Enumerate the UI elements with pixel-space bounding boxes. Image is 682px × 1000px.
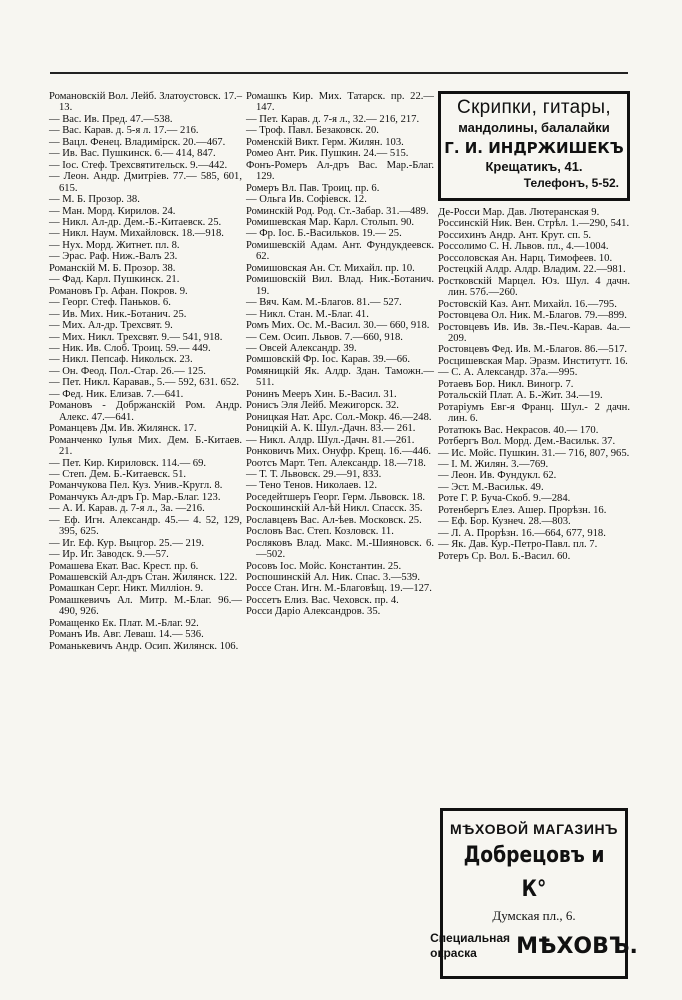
directory-entry: Ротеръ Ср. Вол. Б.-Васил. 60. xyxy=(438,550,571,562)
ad-furs-address: Думская пл., 6. xyxy=(492,908,576,923)
directory-entry: Фонъ-Ромеръ Ал-дръ Вас. Мар.-Благ. 129. xyxy=(246,159,434,183)
ad-furs-special-text xyxy=(430,931,510,961)
directory-entry: — Ман. Морд. Кирилов. 24. xyxy=(49,205,176,217)
directory-entry: Россетъ Елиз. Вас. Чеховск. пр. 4. xyxy=(246,594,399,606)
directory-entry: Ротбергъ Вол. Морд. Дем.-Васильк. 37. xyxy=(438,436,616,448)
directory-entry: Ромишовскій Вил. Влад. Ник.-Ботанич. 19. xyxy=(246,274,434,297)
column-1 xyxy=(49,91,242,652)
directory-entry: — Вас. Ив. Пред. 47.—538. xyxy=(49,113,173,125)
directory-entry: Ромашкан Серг. Никт. Милліон. 9. xyxy=(49,583,204,595)
directory-entry: Ромшовскій Фр. Іос. Карав. 39.—66. xyxy=(246,354,410,366)
ad-instruments-address: Крещатикъ, 41. xyxy=(485,159,583,174)
directory-entry: — Ольга Ив. Софіевск. 12. xyxy=(246,194,367,206)
ad-instruments xyxy=(438,91,630,201)
directory-entry: — Еф. Игн. Александр. 45.— 4. 52, 129, 395, 625. xyxy=(49,514,242,538)
directory-entry: Ростовцевъ Ив. Ив. Зв.-Печ.-Карав. 4а.—209. xyxy=(438,321,630,344)
directory-entry: Романькевичъ Андр. Осип. Жилянск. 106. xyxy=(49,640,239,652)
column-3-entries xyxy=(438,207,630,562)
directory-entry: — Пет. Никл. Каравав., 5.— 592, 631. 652. xyxy=(49,377,240,389)
directory-entry: — Леон. Андр. Дмитріев. 77.— 585, 601, 615. xyxy=(49,171,242,194)
directory-entry: Романскій М. Б. Прозор. 38. xyxy=(49,262,176,274)
directory-entry: — Мих. Никл. Трехсвят. 9.— 541, 918. xyxy=(49,331,223,343)
directory-entry: — Пет. Кир. Кириловск. 114.— 69. xyxy=(49,457,207,469)
directory-entry: — Иг. Еф. Кур. Выцгор. 25.— 219. xyxy=(49,537,204,549)
directory-entry: Ронисъ Эля Лейб. Межигорск. 32. xyxy=(246,400,399,412)
directory-entry: — Нух. Морд. Житнет. пл. 8. xyxy=(49,239,180,251)
directory-entry: — Никл. Пепсаф. Никольск. 23. xyxy=(49,354,193,366)
directory-entry: Роотсъ Март. Теп. Александр. 18.—718. xyxy=(246,457,426,469)
ad-furs-special-line2: окраска xyxy=(430,946,477,960)
directory-entry: Ромео Ант. Рик. Пушкин. 24.— 515. xyxy=(246,148,409,160)
directory-entry: Ромащенко Ек. Плат. М.-Благ. 92. xyxy=(49,617,199,629)
directory-entry: — Л. А. Прорѣзн. 16.—664, 677, 918. xyxy=(438,527,606,539)
directory-entry: — Никл. Стан. М.-Благ. 41. xyxy=(246,308,369,320)
directory-entry: Роспошинскій Ал. Ник. Спас. 3.—539. xyxy=(246,572,420,584)
directory-entry: Ромяницкій Як. Алдр. Здан. Таможн.—511. xyxy=(246,365,434,389)
directory-entry: Ростовскій Каз. Ант. Михайл. 16.—795. xyxy=(438,298,617,310)
directory-entry: — Еф. Бор. Кузнеч. 28.—803. xyxy=(438,516,571,528)
directory-entry: Росцишевская Мар. Эразм. Институтт. 16. xyxy=(438,355,628,367)
directory-entry: — Іос. Стеф. Трехсвятительск. 9.—442. xyxy=(49,159,228,171)
directory-entry: Ротальскій Плат. А. Б.-Жит. 34.—19. xyxy=(438,390,603,402)
directory-entry: — Вас. Карав. д. 5-я л. 17.— 216. xyxy=(49,125,199,137)
ad-furs xyxy=(430,808,638,979)
directory-entry: Россихинъ Андр. Ант. Крут. сп. 5. xyxy=(438,229,592,241)
directory-entry: — Никл. Ал-др. Дем.-Б.-Китаевск. 25. xyxy=(49,216,222,228)
directory-entry: — І. М. Жилян. 3.—769. xyxy=(438,458,549,470)
directory-entry: — Ир. Иг. Заводск. 9.—57. xyxy=(49,549,169,561)
ad-instruments-merchant: Г. И. ИНДРЖИШЕКЪ xyxy=(444,139,624,157)
directory-entry: Россинскій Ник. Вен. Стрѣл. 1.—290, 541. xyxy=(438,218,630,230)
column-3 xyxy=(438,91,630,562)
directory-entry: — Ник. Ив. Слоб. Троиц. 59.— 449. xyxy=(49,342,211,354)
directory-entry: — С. А. Александр. 37а.—995. xyxy=(438,367,578,379)
directory-entry: Романчукова Пел. Куз. Унив.-Кругл. 8. xyxy=(49,480,223,492)
directory-entry: Ростовцевъ Фед. Ив. М.-Благов. 86.—517. xyxy=(438,344,628,356)
directory-entry: Ротаріумъ Евг-я Франц. Шул.- 2 дачн. лин. 6. xyxy=(438,401,630,425)
directory-entry: Ростовцева Ол. Ник. М.-Благов. 79.—899. xyxy=(438,310,627,322)
directory-entry: Россе Стан. Игн. М.-Благовѣщ. 19.—127. xyxy=(246,583,432,595)
directory-entry: Романовскій Вол. Лейб. Златоустовск. 17.–13. xyxy=(49,91,242,114)
directory-entry: — Т. Т. Львовск. 29.—91, 833. xyxy=(246,468,382,480)
directory-entry: Романчукъ Ал-дръ Гр. Мар.-Благ. 123. xyxy=(49,491,221,503)
directory-entry: Роницкая Нат. Арс. Сол.-Мокр. 46.—248. xyxy=(246,411,432,423)
top-rule xyxy=(50,72,628,74)
directory-entry: Роте Г. Р. Буча-Скоб. 9.—284. xyxy=(438,493,571,505)
directory-entry: — Фад. Карл. Пушкинск. 21. xyxy=(49,274,180,286)
directory-entry: Росляковъ Влад. Макс. М.-Шияновск. 6.—502. xyxy=(246,537,434,561)
directory-entry: Романовъ Гр. Афан. Покров. 9. xyxy=(49,285,188,297)
directory-entry: Роминскій Род. Род. Ст.-Забар. 31.—489. xyxy=(246,205,429,217)
column-2 xyxy=(246,91,434,618)
directory-entry: — Эрас. Раф. Ниж.-Валъ 23. xyxy=(49,251,178,263)
directory-entry: — Степ. Дем. Б.-Китаевск. 51. xyxy=(49,468,187,480)
directory-entry: — Ив. Мих. Ник.-Ботанич. 25. xyxy=(49,308,187,320)
directory-entry: Рословъ Вас. Степ. Козловск. 11. xyxy=(246,526,394,538)
directory-entry: Роменскій Викт. Герм. Жилян. 103. xyxy=(246,136,404,148)
directory-entry: Россоловская Ан. Нарц. Тимофеев. 10. xyxy=(438,252,613,264)
directory-entry: Ромашева Екат. Вас. Крест. пр. 6. xyxy=(49,560,199,572)
directory-entry: Ротенбергъ Елез. Ашер. Прорѣзн. 16. xyxy=(438,504,607,516)
directory-entry: — Як. Дав. Кур.-Петро-Павл. пл. 7. xyxy=(438,539,598,551)
directory-entry: — Вацл. Фенец. Владимірск. 20.—467. xyxy=(49,136,226,148)
directory-entry: — Вяч. Кам. М.-Благов. 81.— 527. xyxy=(246,297,402,309)
directory-entry: — Георг. Стеф. Паньков. 6. xyxy=(49,297,171,309)
directory-entry: Росси Даріо Александров. 35. xyxy=(246,606,381,618)
directory-entry: Росовъ Іос. Мойс. Константин. 25. xyxy=(246,560,402,572)
directory-entry: Ромеръ Вл. Пав. Троиц. пр. 6. xyxy=(246,182,380,194)
directory-entry: — Фр. Іос. Б.-Васильков. 19.— 25. xyxy=(246,228,402,240)
directory-entry: Ромашкевичъ Ал. Митр. М.-Благ. 96.—490, 926. xyxy=(49,594,242,618)
directory-entry: — Овсей Александр. 39. xyxy=(246,342,357,354)
directory-entry: — Троф. Павл. Безаковск. 20. xyxy=(246,125,379,137)
directory-entry: Ростецкій Алдр. Алдр. Владим. 22.—981. xyxy=(438,264,626,276)
directory-entry: Ромъ Мих. Ос. М.-Васил. 30.— 660, 918. xyxy=(246,320,430,332)
ad-furs-firm: Добрецовъ и К° xyxy=(463,843,605,902)
ad-instruments-line1: Скрипки, гитары, xyxy=(457,97,611,118)
ad-instruments-phone: Телефонъ, 5-52. xyxy=(523,176,619,190)
directory-entry: — Он. Феод. Пол.-Стар. 26.— 125. xyxy=(49,365,206,377)
directory-entry: — Никл. Наум. Михайловск. 18.—918. xyxy=(49,228,224,240)
directory-entry: Романченко Іулья Мих. Дем. Б.-Китаев. 21. xyxy=(49,434,242,458)
directory-entry: Де-Росси Мар. Дав. Лютеранская 9. xyxy=(438,207,600,218)
directory-entry: Ромашевскій Ал-дръ Стан. Жилянск. 122. xyxy=(49,572,238,584)
directory-entry: Ромишовская Ан. Ст. Михайл. пр. 10. xyxy=(246,262,415,274)
directory-entry: Ромашкъ Кир. Мих. Татарск. пр. 22.—147. xyxy=(246,91,434,114)
directory-entry: — Леон. Ив. Фундукл. 62. xyxy=(438,470,557,482)
directory-entry: — Пет. Карав. д. 7-я л., 32.— 216, 217. xyxy=(246,113,420,125)
directory-entry: Ротатюкъ Вас. Некрасов. 40.— 170. xyxy=(438,424,599,436)
directory-entry: Романовъ - Добржанскій Ром. Андр. Алекс. 47.—641. xyxy=(49,400,242,423)
directory-entry: — М. Б. Прозор. 38. xyxy=(49,194,140,206)
directory-entry: Россолимо С. Н. Львов. пл., 4.—1004. xyxy=(438,241,609,253)
ad-furs-heading: МѢХОВОЙ МАГАЗИНЪ xyxy=(450,821,618,837)
directory-entry: Ромишевскій Адам. Ант. Фундукдеевск. 62. xyxy=(246,239,434,263)
directory-entry: — Тено Тенов. Николаев. 12. xyxy=(246,480,377,492)
ad-furs-special xyxy=(430,931,638,961)
directory-entry: Рославцевъ Вас. Ал-ѣев. Московск. 25. xyxy=(246,514,422,526)
directory-entry: Ротаевъ Бор. Никл. Виногр. 7. xyxy=(438,378,574,390)
directory-entry: — А. И. Карав. д. 7-я л., 3а. —216. xyxy=(49,503,205,515)
directory-entry: — Фед. Ник. Елизав. 7.—641. xyxy=(49,388,184,400)
directory-entry: Роницкій А. К. Шул.-Дачн. 83.— 261. xyxy=(246,423,416,435)
directory-entry: — Ис. Мойс. Пушкин. 31.— 716, 807, 965. xyxy=(438,447,630,459)
directory-entry: — Эст. М.-Васильк. 49. xyxy=(438,481,544,493)
directory-entry: Роседейтшеръ Георг. Герм. Львовск. 18. xyxy=(246,491,426,503)
directory-entry: Роскошинскій Ал-ѣй Никл. Спасск. 35. xyxy=(246,503,423,515)
directory-entry: — Ив. Вас. Пушкинск. 6.— 414, 847. xyxy=(49,148,216,160)
directory-entry: — Сем. Осип. Львов. 7.—660, 918. xyxy=(246,331,403,343)
ad-instruments-line2: мандолины, балалайки xyxy=(458,120,610,135)
directory-entry: Ронинъ Мееръ Хин. Б.-Васил. 31. xyxy=(246,388,397,400)
directory-entry: Ронковичъ Мих. Онуфр. Крещ. 16.—446. xyxy=(246,446,432,458)
ad-furs-special-line1: Специальная xyxy=(430,931,511,945)
directory-entry: Ромишевская Мар. Карл. Столып. 90. xyxy=(246,216,415,228)
directory-entry: — Никл. Алдр. Шул.-Дачн. 81.—261. xyxy=(246,434,415,446)
directory-entry: Романъ Ив. Авг. Леваш. 14.— 536. xyxy=(49,629,204,641)
ad-furs-furs-word: МѢХОВЪ. xyxy=(516,933,638,959)
directory-entry: — Мих. Ал-др. Трехсвят. 9. xyxy=(49,320,173,332)
directory-entry: Романцевъ Дм. Ив. Жилянск. 17. xyxy=(49,423,197,435)
directory-entry: Ростковскій Марцел. Юз. Шул. 4 дачн. лин. 57б.—260. xyxy=(438,275,630,299)
